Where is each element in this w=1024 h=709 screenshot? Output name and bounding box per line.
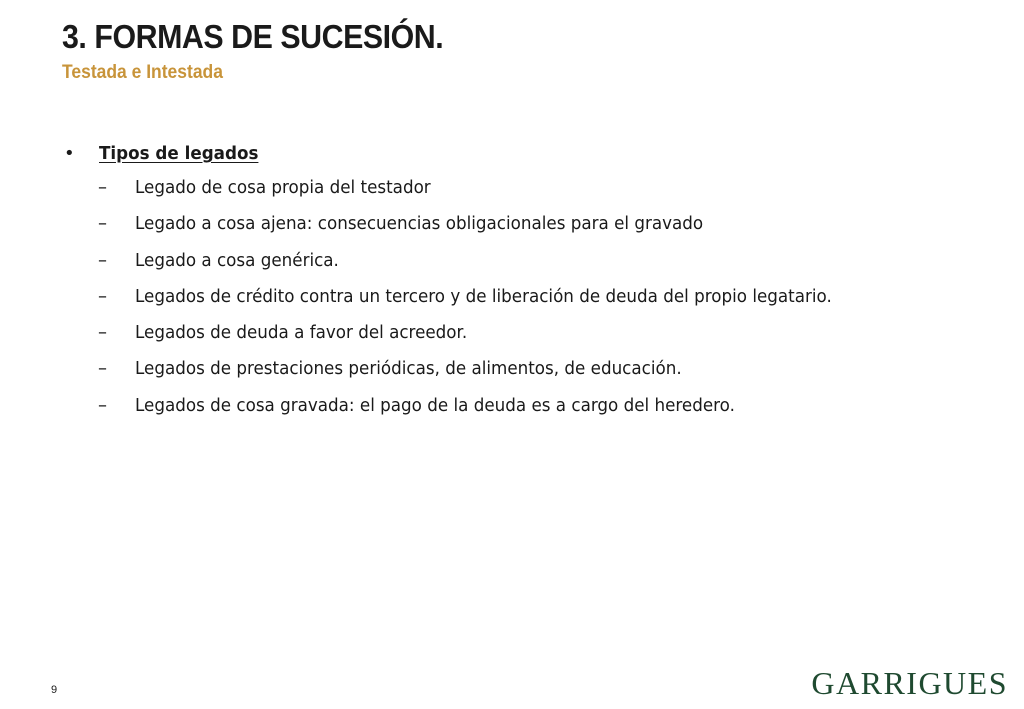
slide-content bbox=[62, 143, 1002, 431]
list-item bbox=[62, 250, 1002, 286]
dash-marker: – bbox=[98, 213, 107, 235]
list-item-text: Legados de deuda a favor del acreedor. bbox=[135, 322, 468, 344]
list-item bbox=[62, 213, 1002, 249]
list-item-text: Legado a cosa genérica. bbox=[135, 249, 339, 271]
legacy-types-list bbox=[62, 177, 1002, 431]
bullet-heading: Tipos de legados bbox=[99, 143, 259, 164]
list-item-text: Legado de cosa propia del testador bbox=[135, 177, 431, 198]
list-item-text: Legados de crédito contra un tercero y de liberación de deuda del propio legatario. bbox=[135, 285, 832, 307]
dash-marker: – bbox=[98, 177, 107, 198]
list-item bbox=[62, 358, 1002, 394]
slide-title: 3. FORMAS DE SUCESIÓN. bbox=[62, 18, 444, 55]
bullet-marker: • bbox=[64, 143, 75, 164]
bullet-item bbox=[62, 143, 1002, 177]
list-item-text: Legados de prestaciones periódicas, de alimentos, de educación. bbox=[135, 358, 682, 380]
dash-marker: – bbox=[98, 249, 107, 271]
dash-marker: – bbox=[98, 322, 107, 344]
slide-subtitle: Testada e Intestada bbox=[62, 62, 223, 83]
list-item-text: Legados de cosa gravada: el pago de la deuda es a cargo del heredero. bbox=[135, 394, 735, 416]
page-number: 9 bbox=[51, 684, 58, 696]
list-item bbox=[62, 286, 1002, 322]
list-item bbox=[62, 322, 1002, 358]
list-item bbox=[62, 177, 1002, 213]
list-item bbox=[62, 395, 1002, 431]
dash-marker: – bbox=[98, 394, 107, 416]
list-item-text: Legado a cosa ajena: consecuencias obligacionales para el gravado bbox=[135, 213, 704, 235]
dash-marker: – bbox=[98, 358, 107, 380]
garrigues-logo: GARRIGUES bbox=[811, 665, 1008, 701]
dash-marker: – bbox=[98, 285, 107, 307]
